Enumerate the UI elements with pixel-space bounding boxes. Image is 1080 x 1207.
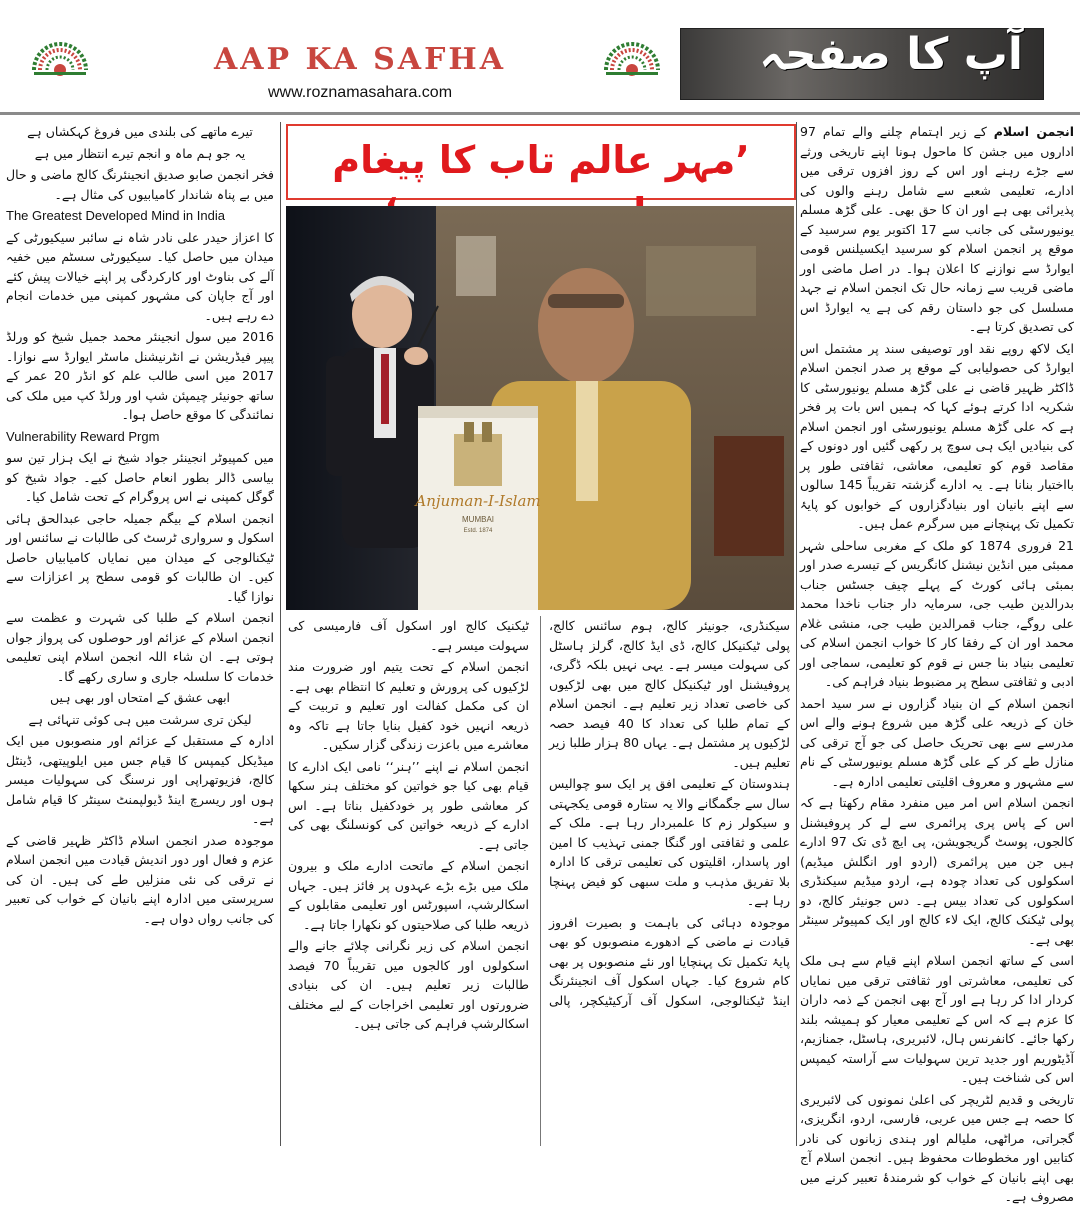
paragraph: ایک لاکھ روپے نقد اور توصیفی سند پر مشتمل اس ایوارڈ کی حصولیابی کے موقع پر صدر انجمن اسلام ڈاکٹر ظہیر قاضی نے علی گڑھ مسلم یونیورسٹی کا شکریہ ادا کرتے ہوئے کہا کہ ہمیں اس بات پر فخر ہے کہ علی گڑھ مسلم یونیورسٹی اور انجمن اسلام کی بنیادیں ایک ہی سوچ پر رکھی گئیں اور دونوں کے مقاصد قوم کو تعلیمی، معاشی، ثقافتی طور پر بااختیار بنانا ہے۔ یہ ادارے گزشتہ تقریباً 145 سالوں سے اپنے بانیان اور بنیادگزاروں کے خوابوں کو پایۂ تکمیل تک پہنچانے میں سرگرم عمل ہیں۔ [800,340,1074,531]
column-divider [796,122,797,1146]
paragraph: موجودہ دہائی کی باہمت و بصیرت افروز قیادت نے ماضی کے ادھورے منصوبوں کو بھی پایۂ تکمیل تک پہنچایا اور نئے منصوبوں پر بھی کام شروع کیا۔ جہاں اسکول آف انجینئرنگ اینڈ ٹیکنالوجی، اسکول آف آرکیٹیکچر، پالی ٹیکنیک کالج اور اسکول آف فارمیسی کی سہولت میسر ہے۔ [288,618,790,1008]
paragraph: فخر انجمن صابو صدیق انجینئرنگ کالج ماضی و حال میں بے پناہ شاندار کامیابیوں کی مثال ہے۔ [6,167,274,202]
paragraph: انجمن اسلام نے اپنے ’’ہنر‘‘ نامی ایک ادارے کا قیام بھی کیا جو خواتین کو مختلف ہنر سکھا کر معاشی طور پر خودکفیل بناتا ہے۔ اس ادارے کے ذریعہ خواتین کی کونسلنگ بھی کی جاتی ہے۔ [288,758,529,852]
rosette-ornament-icon [600,36,664,100]
award-title-english: The Greatest Developed Mind in India [6,208,225,223]
podium-logo-subtext: MUMBAI [462,515,494,524]
paragraph: انجمن اسلام اس امر میں منفرد مقام رکھتا ہے کہ اس کے پاس پری پرائمری سے لے کر پروفیشنل کالجوں، پوسٹ گریجویشن، پی ایچ ڈی تک 97 ادارے ہیں جن میں پرائمری (اردو اور انگلش میڈیم) اسکولوں کی تعداد چودہ ہے، اردو میڈیم سیکنڈری اسکولوں کی تعداد بیس ہے۔ دس جونیئر کالج، دو پولی ٹیکنک کالج، ایک لاء کالج اور ایک کمپیوٹر سینٹر بھی ہے۔ [800,795,1074,947]
paragraph: موجودہ صدر انجمن اسلام ڈاکٹر ظہیر قاضی کے عزم و فعال اور دور اندیش قیادت میں انجمن اسلام نے ترقی کی نئی منزلیں طے کی ہیں۔ ان کی سرپرستی میں ادارہ اپنے بانیان کے خواب کی تعبیر کی جانب رواں دواں ہے۔ [6,832,274,926]
verse-line: یہ جو ہم ماہ و انجم تیرے انتظار میں ہے [34,145,246,161]
masthead-title-urdu-panel [680,28,1044,100]
lead-in: انجمن اسلام [993,124,1074,139]
headline-box [286,124,796,200]
paragraph: اسی کے ساتھ انجمن اسلام اپنے قیام سے ہی ملک کی تعلیمی، معاشرتی اور ثقافتی ترقی میں نمایاں کردار ادا کر رہا ہے اور آج بھی انجمن کے ذمہ داران کا عزم ہے کہ اس کے تعلیمی معیار کو ہمیشہ بلند رکھا جائے۔ کانفرنس ہال، لائبریری، ہاسٹل، جمنازیم، آڈیٹوریم اور جدید ترین سہولیات سے آراستہ کیمپس اس کی شناخت ہیں۔ [800,953,1074,1085]
verse-line: تیرے ماتھے کی بلندی میں فروغ کہکشاں ہے [27,124,253,139]
paragraph: انجمن اسلام کے بیگم جمیلہ حاجی عبدالحق ہائی اسکول و سرواری ٹرسٹ کی طالبات نے سائنس اور ٹیکنالوجی کے میدان میں نمایاں کامیابیاں حاصل کیں۔ ان طالبات کو قومی سطح پر اعزازات سے نوازا گیا۔ [6,510,274,604]
paragraph: سیکنڈری، جونیئر کالج، ہوم سائنس کالج، پولی ٹیکنیکل کالج، ڈی ایڈ کالج، گرلز ہاسٹل کی سہولت میسر ہے۔ یہی نہیں بلکہ ڈگری، پروفیشنل اور ٹیکنیکل کالج میں بھی لڑکیوں کی خاصی تعداد زیر تعلیم ہے۔ انجمن اسلام کے تمام طلبا کی تعداد کا 40 فیصد حصہ لڑکیوں پر مشتمل ہے۔ یہاں 80 ہزار طلبا زیر تعلیم ہیں۔ [549,618,790,770]
masthead [0,0,1080,112]
masthead-title-english: AAP KA SAFHA [214,42,506,77]
paragraph: کا اعزاز حیدر علی نادر شاہ نے سائبر سیکیورٹی کے میدان میں حاصل کیا۔ سیکیورٹی سسٹم میں خفیہ آلے کی بناوٹ اور کارکردگی پر اپنے خیالات پیش کئے اور آج جاپان کی مشہور کمپنی میں خدمات انجام دے رہے ہیں۔ [6,229,274,323]
paragraph: انجمن اسلام کے تحت یتیم اور ضرورت مند لڑکیوں کی پرورش و تعلیم کا انتظام بھی ہے۔ ان کی مکمل کفالت اور تعلیم و تربیت کے ذریعہ انہیں خود کفیل بنایا جاتا ہے تاکہ وہ معاشرے میں باعزت زندگی گزار سکیں۔ [288,659,529,752]
verse-line: ابھی عشق کے امتحاں اور بھی ہیں [49,690,231,705]
paragraph: تاریخی و قدیم لٹریچر کی اعلیٰ نمونوں کی لائبریری کا حصہ ہے جس میں عربی، فارسی، اردو، انگریزی، گجراتی، مراٹھی، ملیالم اور ہندی زبانوں کی نادر کتابیں اور مخطوطات محفوظ ہیں۔ انجمن اسلام آج بھی اپنے بانیان کے خواب کو شرمندۂ تعبیر کرنے میں مصروف ہے۔ [800,1091,1074,1204]
paragraph: انجمن اسلام کے ان بنیاد گزاروں نے سر سید احمد خان کے ذریعہ علی گڑھ میں شروع ہونے والے اس مدرسے سے بھی تحریک حاصل کی جو آج ترقی کی منازل طے کر کے علی گڑھ مسلم یونیورسٹی کے نام سے مشہور و معروف اقلیتی تعلیمی ادارہ ہے۔ [800,695,1074,789]
headline: ’مہر عالم تاب کا پیغام [332,138,750,182]
paragraph: انجمن اسلام کے زیر اہتمام چلنے والے تمام 97 اداروں میں جشن کا ماحول ہونا اپنے تاریخی ورثے سے جڑے رہنے اور اس کے روز افزوں ترقی میں ادارے، تعلیمی شعبے سے شامل رہنے والوں کی پذیرائی بھی ہے اور ان کا حق بھی۔ علی گڑھ مسلم یونیورسٹی کی جانب سے 17 اکتوبر یوم سرسید کے موقع پر انجمن اسلام کو سرسید ایکسیلنس قومی ایوارڈ سے نوازنے کا اعلان ہوا۔ در اصل ماضی اور ماضی قریب سے زمانہ حال تک انجمن اسلام نے جہد مسلسل کی جو داستان رقم کی ہے یہ ایوارڈ اس کی تصدیق کرتا ہے۔ [800,124,1074,334]
verse-line: لیکن تری سرشت میں ہی کوئی تنہائی ہے [28,711,252,727]
paragraph: 2016 میں سول انجینئر محمد جمیل شیخ کو ورلڈ پیپر فیڈریشن نے انٹرنیشنل ماسٹر ایوارڈ سے نوازا۔ 2017 میں اسی طالب علم کو انڈر 20 عمر کے ساتھ جونیئر چیمپئن شپ اور ورلڈ کپ میں ملک کی نمائندگی کا موقع حاصل ہوا۔ [6,329,274,422]
paragraph: انجمن اسلام کے طلبا کی شہرت و عظمت سے انجمن اسلام کے عزائم اور حوصلوں کی پرواز جواں ہوتی ہے۔ ان شاء اللہ انجمن اسلام اپنی تعلیمی خدمات کا سلسلہ جاری و ساری رکھے گا۔ [6,610,274,684]
podium-logo-est: Estd. 1874 [463,528,493,534]
program-name-english: Vulnerability Reward Prgm [6,428,160,444]
paragraph [6,206,274,226]
paragraph: انجمن اسلام کے ماتحت ادارے ملک و بیرون ملک میں بڑے بڑے عہدوں پر فائز ہیں۔ جہاں اسکالرشپ، اسپورٹس اور تعلیمی مقابلوں کے ذریعہ طلبا کی صلاحیتوں کو نکھارا جاتا ہے۔ [288,858,529,932]
article-column-left [6,122,274,1146]
paragraph: ہندوستان کے تعلیمی افق پر ایک سو چوالیس سال سے جگمگانے والا یہ ستارہ قومی یکجہتی و سیکولر زم کا علمبردار رہا ہے۔ ملک کے علمی و ثقافتی اور گنگا جمنی تہذیب کا امین اور پاسدار، اقلیتوں کی تعلیمی ترقی کا ادارہ بلا تفریق مذہب و ملت سبھی کو فیض پہنچا رہا ہے۔ [549,776,790,908]
website-url[interactable]: www.roznamasahara.com [267,84,453,101]
podium-logo-text: Anjuman-I-Islam [415,492,541,510]
masthead-title-urdu: آپ کا صفحہ [759,29,1023,80]
paragraph: ادارہ کے مستقبل کے عزائم اور منصوبوں میں ایک میڈیکل کیمپس کا قیام جس میں ایلوپیتھی، ڈینٹل کالج، فزیوتھراپی اور نرسنگ کی سہولیات میسر ہوں اور ریسرچ اینڈ ڈیولپمنٹ سینٹر کا قیام شامل ہے۔ [6,733,274,826]
rosette-ornament-icon [28,36,92,100]
event-photo-illustration [286,206,794,610]
masthead-divider [0,112,1080,115]
event-photo [286,206,794,610]
paragraph: انجمن اسلام کی زیر نگرانی چلائے جانے والے اسکولوں اور کالجوں میں تقریباً 70 فیصد طالبات زیر تعلیم ہیں۔ ان کی بنیادی ضرورتوں اور تعلیمی اخراجات کے لیے مختلف اسکالرشپ فراہم کی جاتی ہیں۔ [288,938,529,1031]
paragraph: 21 فروری 1874 کو ملک کے مغربی ساحلی شہر ممبئی میں انڈین نیشنل کانگریس کے تیسرے صدر اور بمبئی ہائی کورٹ کے پہلے چیف جسٹس جناب بدرالدین طیب جی، سرمایہ دار جناب ناخدا محمد علی روگے، جناب قمرالدین طیب جی، منشی غلام محمد اور ان کے رفقا کار کا خواب انجمن اسلام کی تعلیمی بنیاد بنا جس نے قوم کو تعلیمی، سماجی اور ادبی و ثقافتی سطح پر مضبوط بنیاد فراہم کی۔ [800,537,1074,689]
article-column-right [800,122,1074,1204]
paragraph: میں کمپیوٹر انجینئر جواد شیخ نے ایک ہزار تین سو بیاسی ڈالر بطور انعام حاصل کیے۔ جواد شیخ کو گوگل کمپنی نے اس پروگرام کے تحت شامل کیا۔ [6,450,274,504]
article-columns-middle [288,616,790,1146]
column-divider [280,122,281,1146]
paragraph [6,427,274,447]
